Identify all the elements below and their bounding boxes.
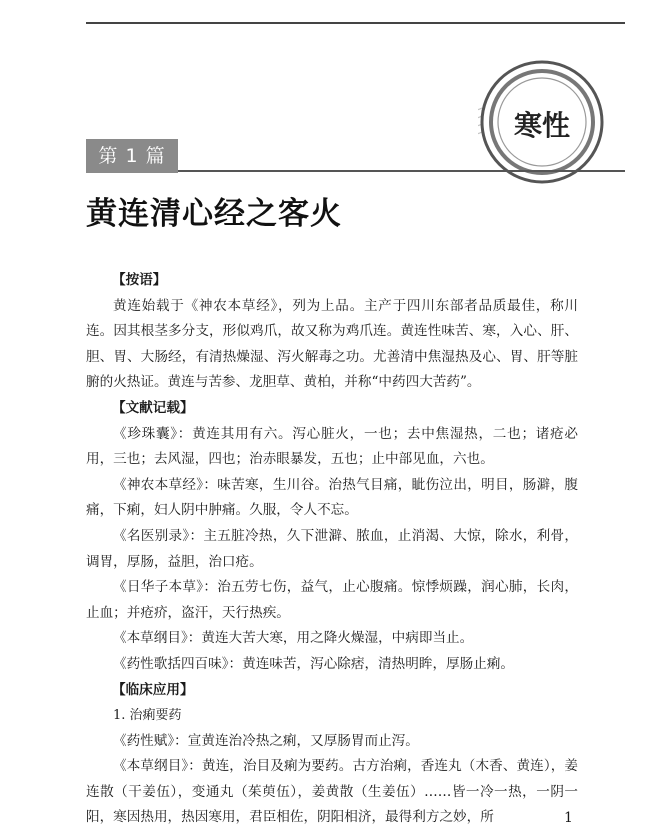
clinical-item: 《药性赋》：宣黄连治冷热之痢，又厚肠胃而止泻。 (113, 732, 419, 749)
literature-item: 《药性歌括四百味》：黄连味苦，泻心除痞，清热明眸，厚肠止痢。 (113, 655, 515, 672)
stamp-label: 寒性 (513, 109, 570, 142)
paragraph-anyu: 黄连始载于《神农本草经》，列为上品。主产于四川东部者品质最佳，称川连。因其根茎多分支，形似鸡爪，故又称为鸡爪连。黄连性味苦、寒，入心、肝、胆、胃、大肠经，有清热燥湿、泻火解毒之功。尤善清中焦湿热及心、胃、肝等脏腑的火热证。黄连与苦参、龙胆草、黄柏，并称“中药四大苦药”。 (86, 297, 578, 391)
chapter-banner: 第 1 篇 (86, 139, 178, 173)
page-number: 1 (564, 810, 573, 826)
literature-item: 《日华子本草》：治五劳七伤，益气，止心腹痛。惊悸烦躁，润心肺，长肉，止血；并疮疥，盗汗，天行热疾。 (86, 579, 578, 621)
heading-wenxian: 【文献记载】 (112, 399, 194, 416)
chapter-rule (178, 170, 625, 172)
literature-item: 《神农本草经》：味苦寒，生川谷。治热气目痛，眦伤泣出，明目，肠澼，腹痛，下痢，妇人阴中肿痛。久服，令人不忘。 (86, 476, 578, 519)
literature-item: 《本草纲目》：黄连大苦大寒，用之降火燥湿，中病即当止。 (113, 630, 474, 647)
header-rule (86, 22, 625, 24)
literature-item: 《名医别录》：主五脏冷热，久下泄澼、脓血，止消渴、大惊，除水，利骨，调胃，厚肠，益胆，治口疮。 (86, 527, 578, 570)
body-text (86, 268, 578, 831)
page-title: 黄连清心经之客火 (86, 196, 342, 232)
literature-item: 《珍珠囊》：黄连其用有六。泻心脏火，一也；去中焦湿热，二也；诸疮必用，三也；去风湿，四也；治赤眼暴发，五也；止中部见血，六也。 (86, 425, 578, 468)
heading-anyu: 【按语】 (112, 272, 167, 288)
subheading-dysentery: 1. 治痢要药 (113, 708, 182, 724)
heading-linchuang: 【临床应用】 (112, 681, 194, 698)
clinical-item: 《本草纲目》：黄连，治目及痢为要药。古方治痢，香连丸（木香、黄连），姜连散（干姜伍），变通丸（茱萸伍），姜黄散（生姜伍）……皆一冷一热，一阴一阳，寒因热用，热因寒用，君臣相佐，阴阳相济，最得利方之妙，所 (86, 758, 578, 826)
